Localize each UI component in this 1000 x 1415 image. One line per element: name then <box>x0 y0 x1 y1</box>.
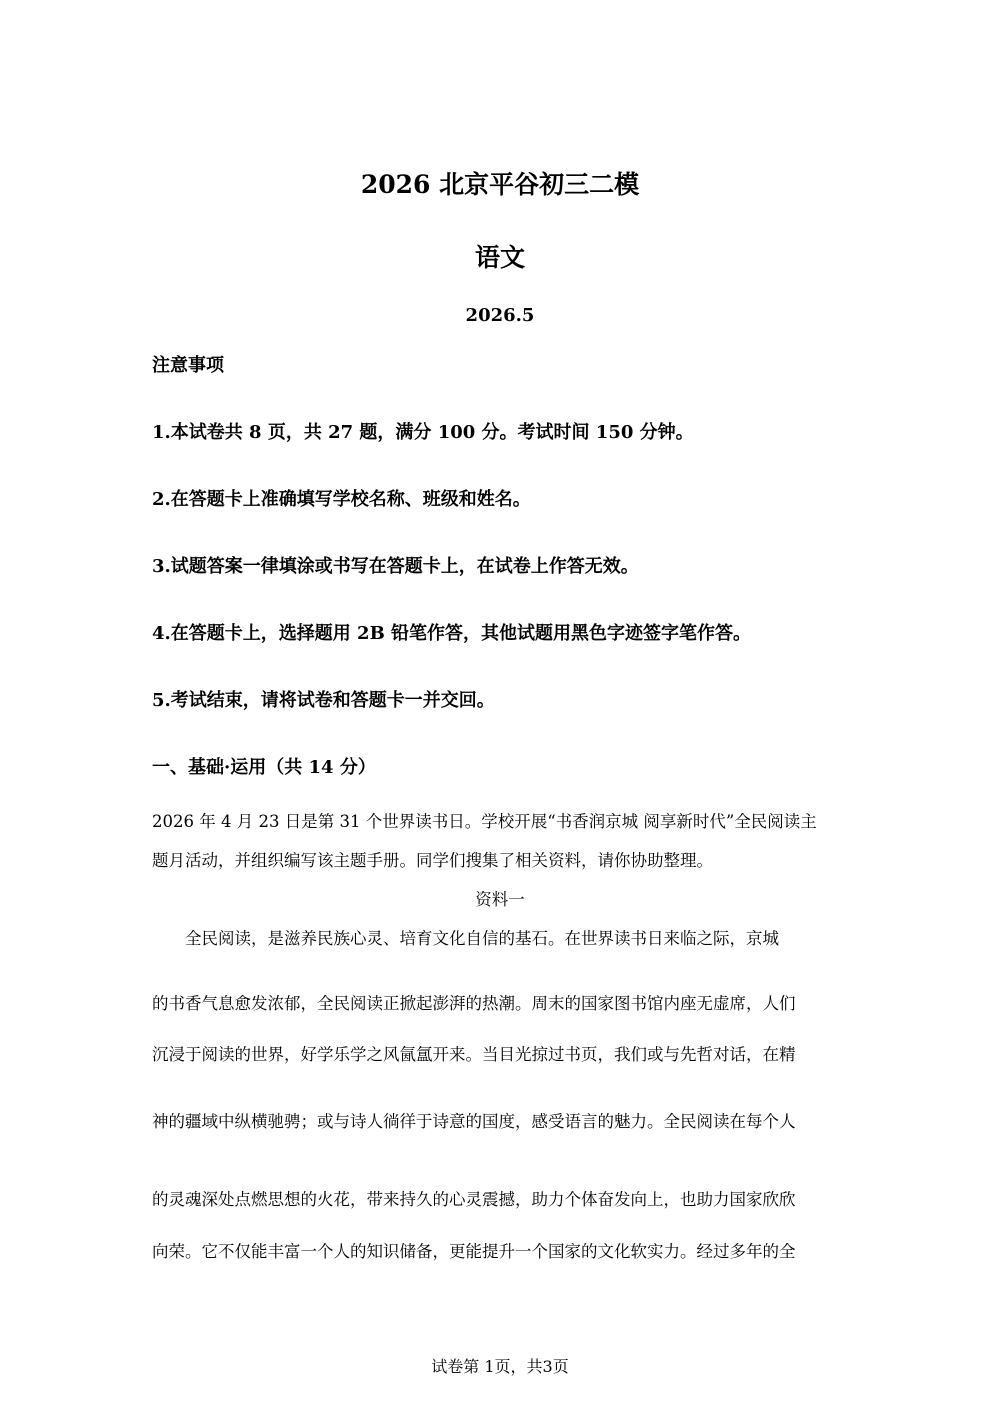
intro-line-2: 题月活动，并组织编写该主题手册。同学们搜集了相关资料，请你协助整理。 <box>152 851 713 870</box>
notice-item-5: 5.考试结束，请将试卷和答题卡一并交回。 <box>152 690 495 711</box>
exam-title: 2026 北京平谷初三二模 <box>360 170 640 199</box>
exam-date: 2026.5 <box>465 305 535 326</box>
material-line-1: 全民阅读，是滋养民族心灵、培育文化自信的基石。在世界读书日来临之际，京城 <box>152 929 779 948</box>
subject-title: 语文 <box>474 243 525 272</box>
section-heading: 一、基础·运用（共 14 分） <box>152 757 376 778</box>
material-title: 资料一 <box>475 890 525 909</box>
material-line-4: 神的疆域中纵横驰骋；或与诗人徜徉于诗意的国度，感受语言的魅力。全民阅读在每个人 <box>152 1112 796 1131</box>
notice-heading: 注意事项 <box>152 355 224 376</box>
material-line-5: 的灵魂深处点燃思想的火花，带来持久的心灵震撼，助力个体奋发向上，也助力国家欣欣 <box>152 1190 796 1209</box>
notice-item-4: 4.在答题卡上，选择题用 2B 铅笔作答，其他试题用黑色字迹签字笔作答。 <box>152 623 752 644</box>
notice-item-2: 2.在答题卡上准确填写学校名称、班级和姓名。 <box>152 489 531 510</box>
notice-item-3: 3.试题答案一律填涂或书写在答题卡上，在试卷上作答无效。 <box>152 556 639 577</box>
notice-item-1: 1.本试卷共 8 页，共 27 题，满分 100 分。考试时间 150 分钟。 <box>152 422 694 443</box>
material-line-2: 的书香气息愈发浓郁，全民阅读正掀起澎湃的热潮。周末的国家图书馆内座无虚席，人们 <box>152 994 796 1013</box>
material-line-3: 沉浸于阅读的世界，好学乐学之风氤氲开来。当目光掠过书页，我们或与先哲对话，在精 <box>152 1045 796 1064</box>
page-footer: 试卷第 1页，共3页 <box>431 1357 569 1376</box>
material-line-6: 向荣。它不仅能丰富一个人的知识储备，更能提升一个国家的文化软实力。经过多年的全 <box>152 1242 796 1261</box>
intro-line-1: 2026 年 4 月 23 日是第 31 个世界读书日。学校开展“书香润京城 阅享新时代”全民阅读主 <box>152 812 817 831</box>
